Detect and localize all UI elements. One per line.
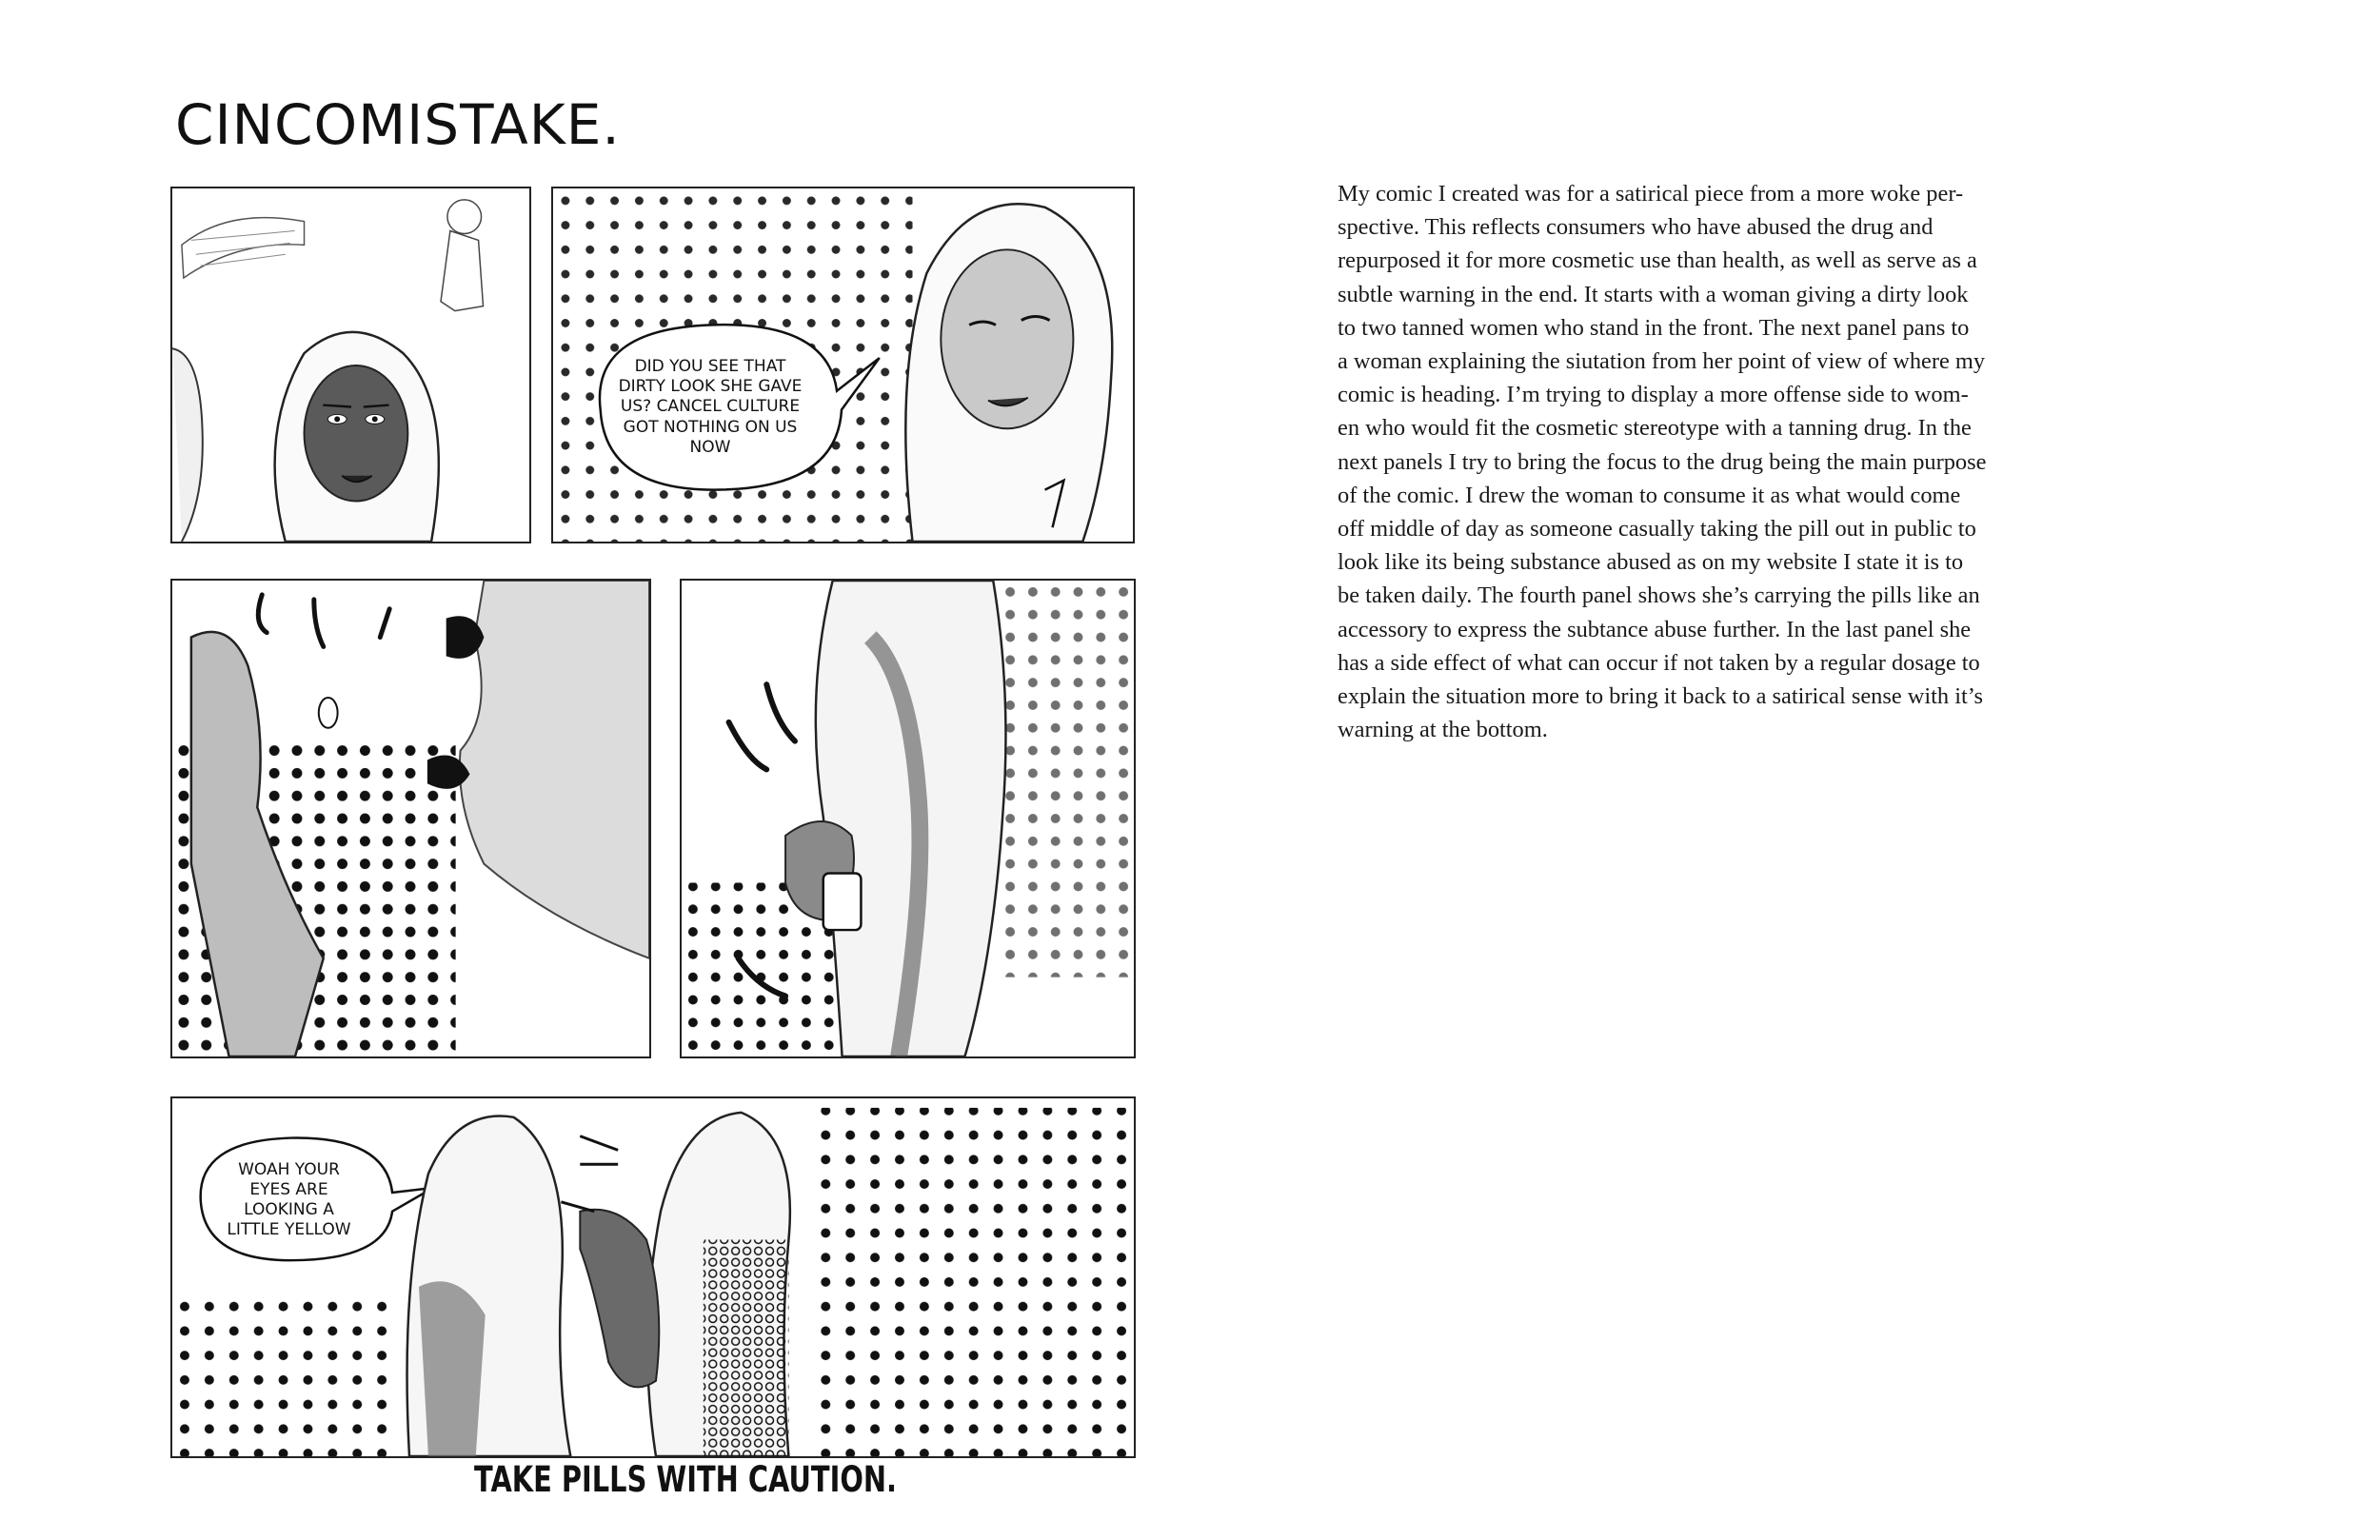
comic-panel-5 <box>170 1096 1136 1458</box>
comic-title: CINCOMISTAKE. <box>175 92 621 157</box>
speech-bubble-text: WOAH YOUR EYES ARE LOOKING A LITTLE YELLOW <box>227 1159 351 1240</box>
comic-panel-2 <box>551 187 1135 543</box>
comic-panel-1 <box>170 187 531 543</box>
comic-panel-4 <box>680 579 1136 1058</box>
panel-1-illustration <box>172 188 529 542</box>
comic-panel-3 <box>170 579 651 1058</box>
panel-4-illustration <box>682 581 1134 1056</box>
artist-statement: My comic I created was for a satirical piece from a more woke per- spective. This reflects consumers who have abused the drug and repurposed it for more cosmetic use than health, as well as serve as a subtle warning in the end. It starts with a woman giving a dirty look to two tanned women who stand in the front. The next panel pans to a woman explaining the siutation from her point of view of where my comic is heading. I’m trying to display a more offense side to wom- en who would fit the cosmetic stereotype with a tanning drug. In the next panels I try to bring the focus to the drug being the main purpose of the comic. I drew the woman to consume it as what would come off middle of day as someone casually taking the pill out in public to look like its being substance abused as on my website I state it is to be taken daily. The fourth panel shows she’s carrying the pills like an accessory to express the subtance abuse further. In the last panel she has a side effect of what can occur if not taken by a regular dosage to explain the situation more to bring it back to a satirical sense with it’s warning at the bottom. <box>1338 181 1987 743</box>
comic-warning-caption: TAKE PILLS WITH CAUTION. <box>474 1459 898 1500</box>
panel-3-illustration <box>172 581 649 1056</box>
speech-bubble-text: DID YOU SEE THAT DIRTY LOOK SHE GAVE US? CANCEL CULTURE GOT NOTHING ON US NOW <box>618 356 803 457</box>
